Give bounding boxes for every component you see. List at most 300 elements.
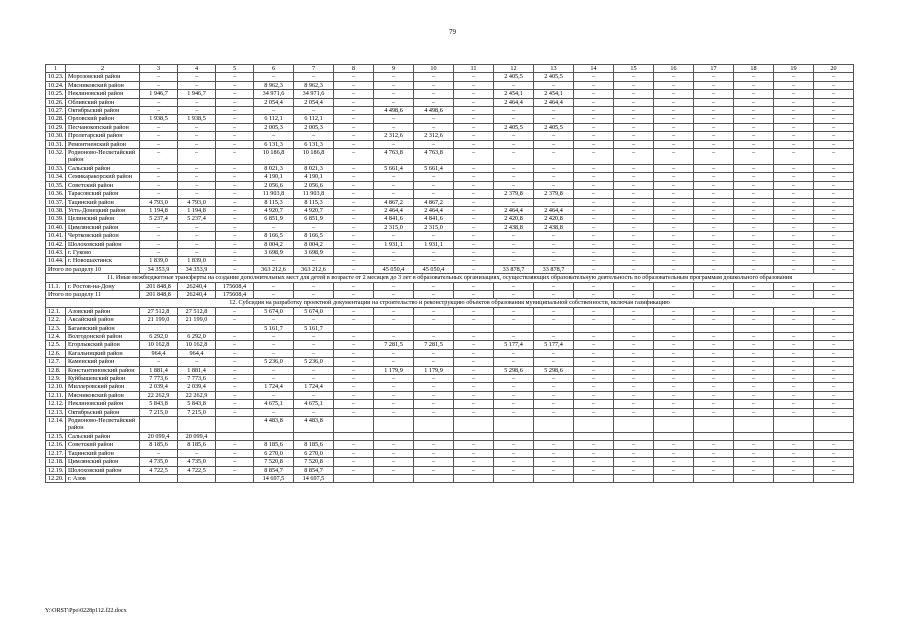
value-cell: – [140, 132, 178, 140]
total-value-cell: 33 878,7 [494, 265, 534, 273]
table-row [46, 458, 854, 466]
value-cell: – [494, 449, 534, 457]
value-cell: – [216, 366, 254, 374]
value-cell: 7 773,6 [140, 375, 178, 383]
value-cell: – [654, 366, 694, 374]
value-cell: – [574, 240, 614, 248]
table-row [46, 107, 854, 115]
value-cell: – [374, 248, 414, 256]
value-cell: 22 262,9 [178, 391, 216, 399]
value-cell: – [654, 282, 694, 290]
value-cell: – [734, 366, 774, 374]
value-cell: – [334, 383, 374, 391]
value-cell: – [654, 383, 694, 391]
value-cell: – [654, 173, 694, 181]
value-cell: – [654, 307, 694, 315]
value-cell: – [334, 316, 374, 324]
row-number-cell: 10.28. [46, 115, 66, 123]
value-cell: – [454, 400, 494, 408]
value-cell: – [614, 198, 654, 206]
district-name-cell: Цимлянский район [66, 458, 140, 466]
value-cell: – [334, 149, 374, 165]
value-cell: – [614, 240, 654, 248]
value-cell [494, 324, 534, 332]
value-cell: – [494, 408, 534, 416]
table-row [46, 115, 854, 123]
value-cell: – [614, 341, 654, 349]
value-cell: – [294, 132, 334, 140]
value-cell: – [494, 173, 534, 181]
value-cell: – [216, 358, 254, 366]
row-number-cell: 10.39. [46, 215, 66, 223]
value-cell: – [614, 81, 654, 89]
value-cell: – [654, 466, 694, 474]
value-cell: 34 971,6 [254, 90, 294, 98]
value-cell: – [694, 257, 734, 265]
value-cell: – [734, 173, 774, 181]
value-cell: – [694, 383, 734, 391]
value-cell: – [216, 333, 254, 341]
value-cell [454, 324, 494, 332]
district-name-cell: Цимлянский район [66, 223, 140, 231]
value-cell: – [774, 282, 814, 290]
row-number-cell: 12.4. [46, 333, 66, 341]
value-cell: 1 931,1 [374, 240, 414, 248]
value-cell: – [814, 123, 854, 131]
value-cell [494, 417, 534, 433]
value-cell: 5 674,0 [294, 307, 334, 315]
value-cell: 1 724,4 [294, 383, 334, 391]
row-number-cell: 10.38. [46, 206, 66, 214]
value-cell: – [774, 206, 814, 214]
total-value-cell: – [774, 290, 814, 298]
value-cell: – [534, 107, 574, 115]
district-name-cell: Пролетарский район [66, 132, 140, 140]
value-cell: – [774, 98, 814, 106]
value-cell: – [494, 257, 534, 265]
value-cell: 8 166,5 [294, 232, 334, 240]
value-cell: – [454, 358, 494, 366]
value-cell: 3 698,9 [294, 248, 334, 256]
value-cell: – [334, 441, 374, 449]
value-cell: – [534, 391, 574, 399]
total-value-cell: 175608,4 [216, 290, 254, 298]
value-cell: 20 099,4 [140, 432, 178, 440]
value-cell [254, 432, 294, 440]
value-cell: – [814, 333, 854, 341]
value-cell: – [216, 115, 254, 123]
header-row [46, 65, 854, 73]
value-cell: 2 464,4 [534, 206, 574, 214]
value-cell: 2 454,1 [494, 90, 534, 98]
value-cell: – [574, 441, 614, 449]
value-cell: – [654, 223, 694, 231]
value-cell: – [614, 181, 654, 189]
table-row [46, 441, 854, 449]
value-cell: – [774, 400, 814, 408]
value-cell: – [494, 107, 534, 115]
value-cell: – [414, 458, 454, 466]
value-cell: 5 661,4 [414, 164, 454, 172]
table-row [46, 198, 854, 206]
column-number-cell: 17 [694, 65, 734, 73]
value-cell: – [614, 115, 654, 123]
district-name-cell: Советский район [66, 181, 140, 189]
total-value-cell: – [814, 290, 854, 298]
value-cell: – [654, 90, 694, 98]
value-cell: 5 237,4 [178, 215, 216, 223]
table-row [46, 90, 854, 98]
value-cell: – [614, 132, 654, 140]
district-name-cell: г. Новошахтинск [66, 257, 140, 265]
value-cell: 7 773,6 [178, 375, 216, 383]
value-cell: 4 190,1 [294, 173, 334, 181]
value-cell: – [734, 248, 774, 256]
value-cell: 2 464,4 [494, 206, 534, 214]
value-cell: 2 039,4 [140, 383, 178, 391]
value-cell: – [334, 223, 374, 231]
total-value-cell: – [454, 265, 494, 273]
value-cell: – [574, 206, 614, 214]
total-value-cell: – [374, 290, 414, 298]
district-name-cell: Советский район [66, 441, 140, 449]
value-cell: – [534, 232, 574, 240]
total-value-cell: – [734, 290, 774, 298]
value-cell: – [454, 215, 494, 223]
value-cell: – [374, 123, 414, 131]
value-cell: – [494, 391, 534, 399]
value-cell: – [334, 307, 374, 315]
total-value-cell: 34 353,9 [178, 265, 216, 273]
value-cell: – [374, 90, 414, 98]
value-cell: – [654, 316, 694, 324]
value-cell: 27 512,8 [178, 307, 216, 315]
value-cell: 2 039,4 [178, 383, 216, 391]
value-cell: – [654, 240, 694, 248]
value-cell: 8 021,3 [254, 164, 294, 172]
row-number-cell: 12.19. [46, 466, 66, 474]
value-cell: 5 161,7 [254, 324, 294, 332]
value-cell: – [494, 232, 534, 240]
value-cell [140, 324, 178, 332]
value-cell: – [254, 282, 294, 290]
table-row [46, 132, 854, 140]
value-cell: 8 004,2 [294, 240, 334, 248]
value-cell: – [774, 90, 814, 98]
value-cell: – [216, 149, 254, 165]
value-cell: – [494, 441, 534, 449]
value-cell: 7 520,8 [294, 458, 334, 466]
value-cell: – [814, 449, 854, 457]
value-cell: – [454, 408, 494, 416]
value-cell: 2 438,8 [534, 223, 574, 231]
value-cell: 5 843,8 [140, 400, 178, 408]
table-row [46, 164, 854, 172]
row-number-cell: 12.2. [46, 316, 66, 324]
value-cell: – [414, 466, 454, 474]
value-cell: – [574, 198, 614, 206]
value-cell: 21 199,0 [140, 316, 178, 324]
value-cell: – [334, 248, 374, 256]
value-cell: – [178, 81, 216, 89]
value-cell: – [534, 164, 574, 172]
value-cell: – [614, 140, 654, 148]
total-value-cell: – [294, 290, 334, 298]
table-row [46, 358, 854, 366]
value-cell: 7 520,8 [254, 458, 294, 466]
value-cell: 7 215,0 [178, 408, 216, 416]
value-cell: – [734, 107, 774, 115]
value-cell: – [574, 90, 614, 98]
district-name-cell: Багаевский район [66, 324, 140, 332]
value-cell [414, 432, 454, 440]
value-cell: 2 405,5 [534, 123, 574, 131]
value-cell: – [178, 107, 216, 115]
value-cell: – [374, 140, 414, 148]
district-name-cell: Тацинский район [66, 449, 140, 457]
value-cell: 4 735,0 [178, 458, 216, 466]
value-cell: – [254, 341, 294, 349]
value-cell: – [414, 181, 454, 189]
district-name-cell: Семикаракорский район [66, 173, 140, 181]
value-cell: – [374, 349, 414, 357]
value-cell: – [454, 391, 494, 399]
value-cell: – [614, 316, 654, 324]
value-cell: – [774, 164, 814, 172]
value-cell: – [178, 223, 216, 231]
value-cell: – [574, 349, 614, 357]
value-cell: 2 464,4 [494, 98, 534, 106]
value-cell: – [294, 366, 334, 374]
row-number-cell: 12.10. [46, 383, 66, 391]
total-value-cell: 363 212,6 [294, 265, 334, 273]
row-number-cell: 12.20. [46, 474, 66, 482]
value-cell: – [334, 358, 374, 366]
value-cell: – [216, 107, 254, 115]
value-cell: – [774, 333, 814, 341]
value-cell: – [140, 173, 178, 181]
value-cell [140, 417, 178, 433]
value-cell [334, 474, 374, 482]
row-number-cell: 10.36. [46, 190, 66, 198]
value-cell: – [254, 408, 294, 416]
value-cell: – [774, 449, 814, 457]
value-cell: – [574, 215, 614, 223]
value-cell [694, 417, 734, 433]
value-cell: – [334, 173, 374, 181]
value-cell: – [374, 458, 414, 466]
value-cell [414, 324, 454, 332]
row-number-cell: 10.25. [46, 90, 66, 98]
value-cell: – [814, 341, 854, 349]
value-cell: 4 867,2 [414, 198, 454, 206]
value-cell: – [216, 248, 254, 256]
total-value-cell: 45 050,4 [374, 265, 414, 273]
value-cell: – [654, 408, 694, 416]
value-cell: – [334, 206, 374, 214]
value-cell: – [454, 458, 494, 466]
value-cell: – [774, 240, 814, 248]
value-cell: – [216, 449, 254, 457]
value-cell: – [774, 307, 814, 315]
value-cell: – [654, 181, 694, 189]
value-cell: – [614, 333, 654, 341]
value-cell: – [694, 173, 734, 181]
value-cell: – [654, 232, 694, 240]
total-value-cell: – [614, 265, 654, 273]
value-cell: – [140, 140, 178, 148]
total-value-cell: – [254, 290, 294, 298]
value-cell: – [734, 240, 774, 248]
value-cell [534, 324, 574, 332]
value-cell: 1 946,7 [140, 90, 178, 98]
row-number-cell: 10.40. [46, 223, 66, 231]
value-cell: – [334, 115, 374, 123]
value-cell: – [334, 449, 374, 457]
value-cell: 6 131,3 [254, 140, 294, 148]
value-cell: 2 405,5 [494, 73, 534, 81]
row-number-cell: 12.9. [46, 375, 66, 383]
value-cell: – [216, 341, 254, 349]
column-number-cell: 16 [654, 65, 694, 73]
value-cell [814, 324, 854, 332]
value-cell: – [534, 449, 574, 457]
value-cell: – [454, 173, 494, 181]
value-cell: – [734, 408, 774, 416]
value-cell: 3 698,9 [254, 248, 294, 256]
section-total-row [46, 265, 854, 273]
column-number-cell: 2 [66, 65, 140, 73]
table-row [46, 173, 854, 181]
value-cell: – [454, 449, 494, 457]
value-cell: – [494, 198, 534, 206]
value-cell: 27 512,8 [140, 307, 178, 315]
value-cell: – [294, 349, 334, 357]
district-name-cell: Орловский район [66, 115, 140, 123]
value-cell: – [814, 366, 854, 374]
value-cell: 4 675,1 [254, 400, 294, 408]
column-number-cell: 11 [454, 65, 494, 73]
value-cell: – [614, 257, 654, 265]
value-cell: – [334, 164, 374, 172]
value-cell: 6 292,0 [178, 333, 216, 341]
value-cell: – [454, 73, 494, 81]
value-cell: 4 483,8 [254, 417, 294, 433]
value-cell: – [654, 400, 694, 408]
value-cell: 4 867,2 [374, 198, 414, 206]
value-cell: 4 190,1 [254, 173, 294, 181]
total-value-cell: – [734, 265, 774, 273]
value-cell: – [178, 240, 216, 248]
value-cell: – [414, 257, 454, 265]
value-cell: 8 185,6 [178, 441, 216, 449]
value-cell: – [734, 316, 774, 324]
value-cell: – [216, 400, 254, 408]
value-cell: – [694, 190, 734, 198]
value-cell: – [734, 190, 774, 198]
value-cell: – [294, 316, 334, 324]
value-cell: – [414, 190, 454, 198]
value-cell [216, 324, 254, 332]
total-value-cell: – [654, 290, 694, 298]
value-cell: – [694, 90, 734, 98]
value-cell: – [574, 449, 614, 457]
value-cell: – [614, 366, 654, 374]
column-number-cell: 7 [294, 65, 334, 73]
district-name-cell: Неклиновский район [66, 90, 140, 98]
value-cell: – [614, 400, 654, 408]
value-cell: 2 312,6 [374, 132, 414, 140]
value-cell: – [814, 81, 854, 89]
row-number-cell: 12.5. [46, 341, 66, 349]
value-cell: – [414, 400, 454, 408]
value-cell: – [814, 98, 854, 106]
district-name-cell: Обливский район [66, 98, 140, 106]
value-cell: 1 194,8 [178, 206, 216, 214]
value-cell: – [614, 73, 654, 81]
value-cell: – [216, 173, 254, 181]
row-number-cell: 12.14. [46, 417, 66, 433]
value-cell: – [734, 341, 774, 349]
value-cell: 8 854,7 [254, 466, 294, 474]
value-cell: – [734, 123, 774, 131]
value-cell: – [494, 383, 534, 391]
value-cell: – [374, 400, 414, 408]
value-cell: – [734, 375, 774, 383]
value-cell [534, 474, 574, 482]
value-cell: – [774, 107, 814, 115]
district-name-cell: Мясниковский район [66, 81, 140, 89]
value-cell: – [178, 149, 216, 165]
value-cell: – [216, 257, 254, 265]
value-cell: – [574, 408, 614, 416]
value-cell: – [574, 366, 614, 374]
value-cell: – [374, 115, 414, 123]
district-name-cell: Константиновский район [66, 366, 140, 374]
value-cell: – [178, 358, 216, 366]
value-cell: – [454, 316, 494, 324]
value-cell: – [216, 123, 254, 131]
value-cell: – [454, 383, 494, 391]
value-cell: – [254, 316, 294, 324]
value-cell: – [694, 349, 734, 357]
total-value-cell: – [414, 290, 454, 298]
value-cell: – [654, 375, 694, 383]
table-row [46, 400, 854, 408]
value-cell: – [534, 257, 574, 265]
value-cell: – [614, 383, 654, 391]
value-cell: – [814, 132, 854, 140]
value-cell [334, 324, 374, 332]
district-name-cell: Усть-Донецкий район [66, 206, 140, 214]
value-cell: – [694, 81, 734, 89]
district-name-cell: Азовский район [66, 307, 140, 315]
value-cell: 8 962,3 [254, 81, 294, 89]
value-cell: – [374, 73, 414, 81]
value-cell: 7 215,0 [140, 408, 178, 416]
value-cell: – [614, 408, 654, 416]
value-cell: – [654, 73, 694, 81]
district-name-cell: г. Азов [66, 474, 140, 482]
value-cell: – [334, 90, 374, 98]
value-cell [534, 432, 574, 440]
value-cell: – [614, 223, 654, 231]
value-cell: – [178, 73, 216, 81]
value-cell [294, 432, 334, 440]
value-cell: 2 405,5 [534, 73, 574, 81]
value-cell: – [654, 441, 694, 449]
value-cell: – [534, 282, 574, 290]
